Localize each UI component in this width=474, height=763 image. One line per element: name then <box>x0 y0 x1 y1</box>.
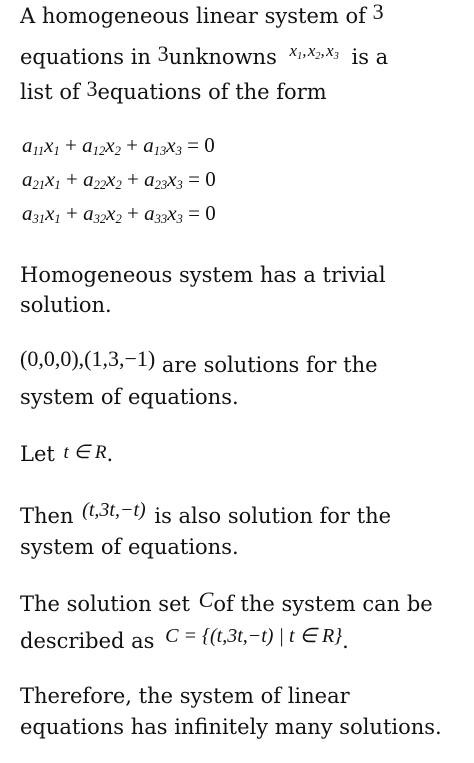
solset-line-2: described as C = {(t,3t,−t) | t ∈ R}. <box>20 625 349 653</box>
solset-math: C = {(t,3t,−t) | t ∈ R} <box>165 625 343 647</box>
intro-line-1 <box>20 0 384 29</box>
trivial-line-1: Homogeneous system has a trivial <box>20 263 386 287</box>
solset-line-1 <box>20 587 433 617</box>
equation-3: $a_{31}x_1 + a_{32}x_2 + a_{33}x_3 = 0$ <box>22 201 216 226</box>
then-text: is also solution for the <box>154 504 392 528</box>
solset-text: of the system can be <box>213 592 433 616</box>
conclusion-line-2: equations has infinitely many solutions. <box>20 715 442 739</box>
intro-text: list of <box>20 80 80 104</box>
let-word: Let <box>20 442 55 466</box>
equation-count: 3 <box>86 76 98 101</box>
intro-text: equations of the form <box>97 80 327 104</box>
variable-list: x1, x2, x3 <box>289 41 339 62</box>
solset-var: C <box>198 587 214 612</box>
solutions-line-1 <box>20 346 378 378</box>
solset-text: The solution set <box>20 592 190 616</box>
intro-line-3 <box>20 76 327 105</box>
then-word: Then <box>20 504 74 528</box>
solset-text: described as <box>20 629 155 653</box>
trivial-line-2: solution. <box>20 293 112 317</box>
then-line-2: system of equations. <box>20 535 239 559</box>
equation-1: $a_{11}x_1 + a_{12}x_2 + a_{13}x_3 = 0$ <box>22 133 215 158</box>
intro-text: equations in <box>20 45 151 69</box>
intro-line-2 <box>20 41 389 72</box>
intro-text: is a <box>351 45 389 69</box>
then-math: (t,3t,−t) <box>82 499 146 521</box>
unknown-count: 3 <box>157 41 169 66</box>
conclusion-line-1: Therefore, the system of linear <box>20 684 350 708</box>
equation-2: $a_{21}x_1 + a_{22}x_2 + a_{23}x_3 = 0$ <box>22 167 216 192</box>
solutions-line-2: system of equations. <box>20 385 239 409</box>
solution-document <box>20 0 470 763</box>
let-line: Let t ∈ R. <box>20 442 114 466</box>
intro-text: unknowns <box>168 45 277 69</box>
equation-count: 3 <box>372 0 384 24</box>
solutions-text: are solutions for the <box>161 353 378 377</box>
intro-text: A homogeneous linear system of <box>20 4 366 28</box>
then-line-1 <box>20 499 392 530</box>
solutions-math: (0,0,0),(1,3,−1) <box>20 346 156 371</box>
let-math: t ∈ R <box>63 442 107 463</box>
